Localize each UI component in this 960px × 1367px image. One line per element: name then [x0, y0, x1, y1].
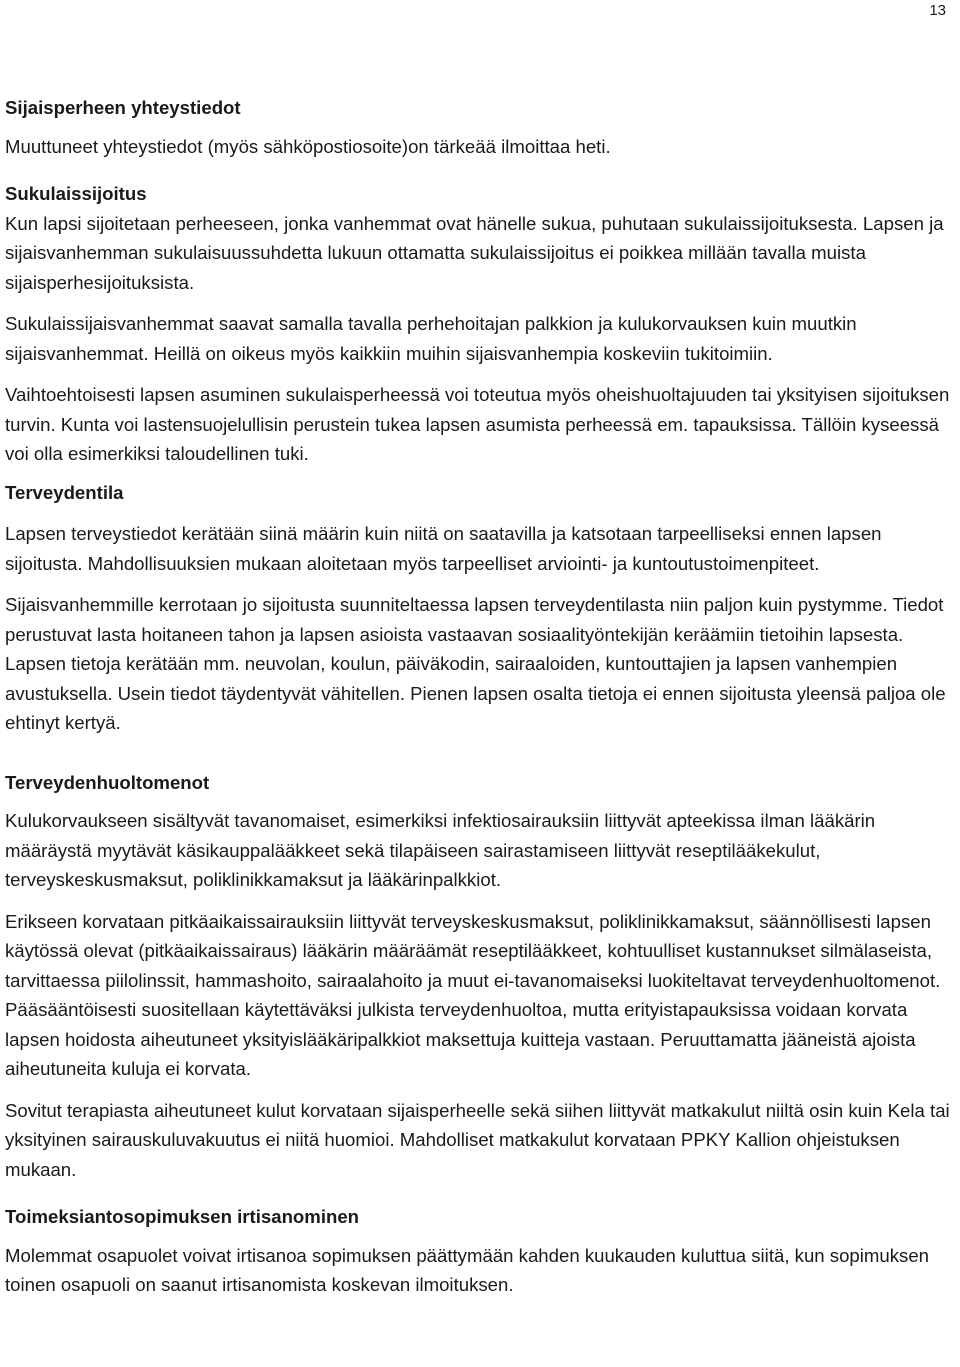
- paragraph: Sijaisvanhemmille kerrotaan jo sijoitusta suunniteltaessa lapsen terveydentilasta niin paljon kuin pystymme. Tiedot perustuvat lasta hoitaneen tahon ja lapsen asioista vastaavan sosiaalityöntekijän keräämiin tietoihin lapsesta. Lapsen tietoja kerätään mm. neuvolan, koulun, päiväkodin, sairaaloiden, kuntouttajien ja lapsen vanhempien avustuksella. Usein tiedot täydentyvät vähitellen. Pienen lapsen osalta tietoja ei ennen sijoitusta yleensä paljoa ole ehtinyt kertyä.: [5, 594, 946, 733]
- paragraph: Kun lapsi sijoitetaan perheeseen, jonka vanhemmat ovat hänelle sukua, puhutaan sukulaissijoituksesta. Lapsen ja sijaisvanhemman sukulaisuussuhdetta lukuun ottamatta sukulaissijoitus ei poikkea millään tavalla muista sijaisperhesijoituksista.: [5, 212, 944, 293]
- paragraph: Muuttuneet yhteystiedot (myös sähköpostiosoite)on tärkeää ilmoittaa heti.: [5, 135, 611, 157]
- heading-contract-termination: Toimeksiantosopimuksen irtisanominen: [5, 1206, 360, 1227]
- section-healthcare-costs: [5, 768, 957, 1185]
- paragraph: Erikseen korvataan pitkäaikaissairauksiin liittyvät terveyskeskusmaksut, poliklinikkamaksut, säännöllisesti lapsen käytössä olevat (pitkäaikaissairaus) lääkärin määräämät reseptilääkkeet, kohtuulliset kustannukset silmälaseista, tarvittaessa piilolinssit, hammashoito, sairaalahoito ja muut ei-tavanomaiseksi luokiteltavat terveydenhuoltomenot. Pääsääntöisesti suositellaan käytettäväksi julkista terveydenhuoltoa, mutta erityistapauksissa voidaan korvata lapsen hoidosta aiheutuneet yksityislääkäripalkkiot maksettuja kuitteja vastaan. Peruuttamatta jääneistä ajoista aiheutuneita kuluja ei korvata.: [5, 910, 941, 1079]
- heading-healthcare-costs: Terveydenhuoltomenot: [5, 771, 210, 793]
- section-contract-termination: [5, 1202, 957, 1300]
- section-contact-info: [5, 93, 957, 161]
- heading-health: Terveydentila: [5, 481, 124, 503]
- document-body: [5, 93, 957, 1300]
- section-health: [5, 478, 957, 738]
- paragraph: Sukulaissijaisvanhemmat saavat samalla tavalla perhehoitajan palkkion ja kulukorvauksen kuin muutkin sijaisvanhemmat. Heillä on oikeus myös kaikkiin muihin sijaisvanhempia koskeviin tukitoimiin.: [5, 313, 857, 364]
- paragraph: Sovitut terapiasta aiheutuneet kulut korvataan sijaisperheelle sekä siihen liittyvät matkakulut niiltä osin kuin Kela tai yksityinen sairauskuluvakuutus ei niitä huomioi. Mahdolliset matkakulut korvataan PPKY Kallion ohjeistuksen mukaan.: [5, 1099, 950, 1180]
- section-kinship-placement: [5, 179, 957, 469]
- paragraph: Vaihtoehtoisesti lapsen asuminen sukulaisperheessä voi toteutua myös oheishuoltajuuden tai yksityisen sijoituksen turvin. Kunta voi lastensuojelullisin perustein tukea lapsen asumista perheessä em. tapauksissa. Tällöin kyseessä voi olla esimerkiksi taloudellinen tuki.: [5, 384, 950, 464]
- page-number: 13: [929, 2, 946, 19]
- heading-kinship-placement: Sukulaissijoitus: [5, 183, 147, 204]
- paragraph: Molemmat osapuolet voivat irtisanoa sopimuksen päättymään kahden kuukauden kuluttua siitä, kun sopimuksen toinen osapuoli on saanut irtisanomista koskevan ilmoituksen.: [5, 1244, 930, 1295]
- heading-contact-info: Sijaisperheen yhteystiedot: [5, 97, 241, 118]
- paragraph: Lapsen terveystiedot kerätään siinä määrin kuin niitä on saatavilla ja katsotaan tarpeelliseksi ennen lapsen sijoitusta. Mahdollisuuksien mukaan aloitetaan myös tarpeelliset arviointi- ja kuntoutustoimenpiteet.: [5, 523, 882, 574]
- paragraph: Kulukorvaukseen sisältyvät tavanomaiset, esimerkiksi infektiosairauksiin liittyvät apteekissa ilman lääkärin määräystä myytävät käsikauppalääkkeet sekä tilapäiseen sairastamiseen liittyvät reseptilääkekulut, terveyskeskusmaksut, poliklinikkamaksut ja lääkärinpalkkiot.: [5, 810, 876, 890]
